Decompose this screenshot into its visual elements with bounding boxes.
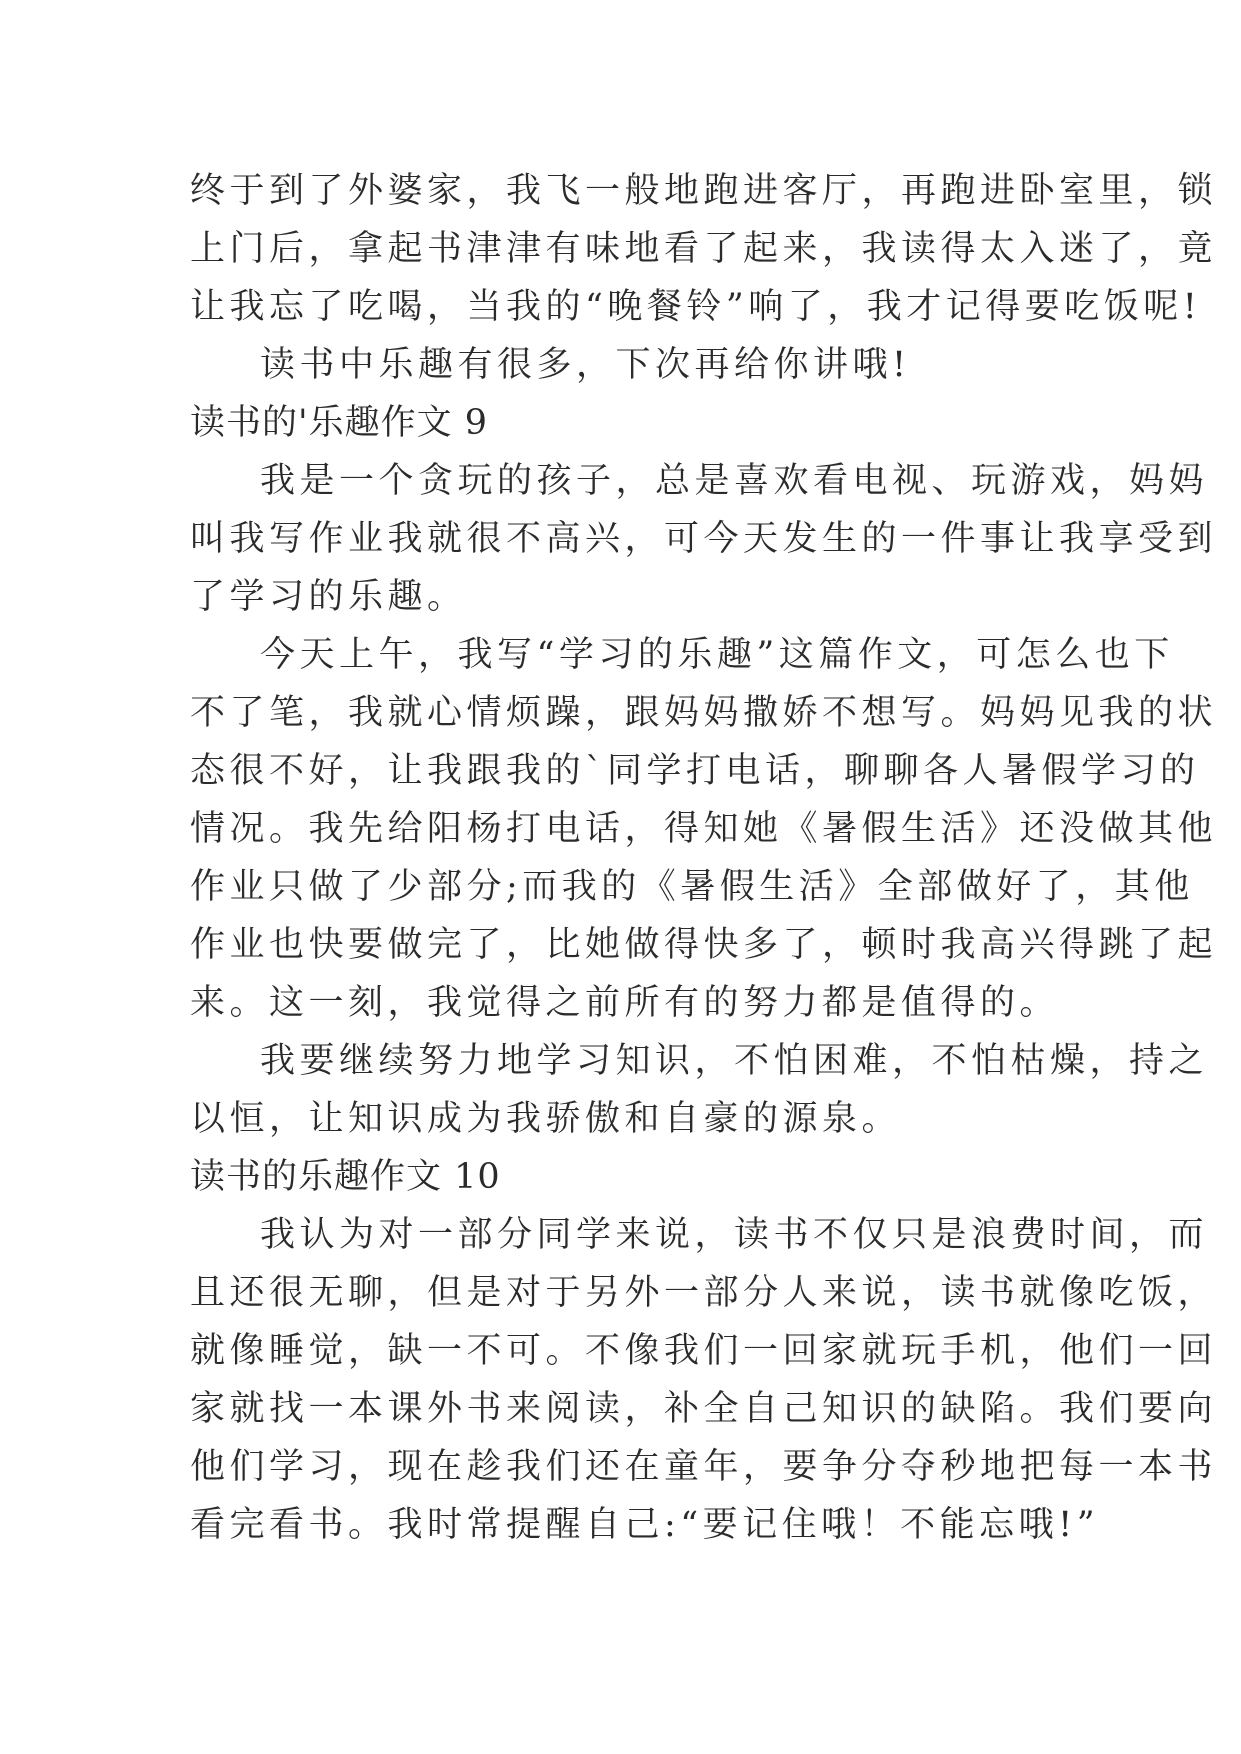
heading-text: 读书的'乐趣作文 9 [190, 403, 489, 443]
text-line: 读书中乐趣有很多，下次再给你讲哦! [260, 345, 911, 385]
text-line: 以恒，让知识成为我骄傲和自豪的源泉。 [190, 1099, 902, 1139]
paragraph [190, 452, 1218, 626]
paragraph [190, 162, 1218, 336]
paragraph [190, 1206, 1218, 1554]
text-line: 作业也快要做完了，比她做得快多了，顿时我高兴得跳了起 [190, 925, 1218, 965]
text-line: 他们学习，现在趁我们还在童年，要争分夺秒地把每一本书 [190, 1447, 1218, 1487]
text-line: 上门后，拿起书津津有味地看了起来，我读得太入迷了，竟 [190, 229, 1218, 269]
text-line: 就像睡觉，缺一不可。不像我们一回家就玩手机，他们一回 [190, 1331, 1218, 1371]
text-line: 态很不好，让我跟我的`同学打电话，聊聊各人暑假学习的 [190, 751, 1200, 791]
text-line: 了学习的乐趣。 [190, 577, 467, 617]
heading-text: 读书的乐趣作文 10 [190, 1157, 501, 1197]
paragraph [190, 626, 1218, 1032]
text-line: 看完看书。我时常提醒自己:“要记住哦！不能忘哦!” [190, 1505, 1100, 1545]
text-line: 叫我写作业我就很不高兴，可今天发生的一件事让我享受到 [190, 519, 1218, 559]
text-line: 我是一个贪玩的孩子，总是喜欢看电视、玩游戏，妈妈 [260, 461, 1209, 501]
text-line: 家就找一本课外书来阅读，补全自己知识的缺陷。我们要向 [190, 1389, 1218, 1429]
text-line: 来。这一刻，我觉得之前所有的努力都是值得的。 [190, 983, 1060, 1023]
essay-heading [190, 1148, 1050, 1206]
text-line: 情况。我先给阳杨打电话，得知她《暑假生活》还没做其他 [190, 809, 1218, 849]
text-line: 今天上午，我写“学习的乐趣”这篇作文，可怎么也下 [260, 635, 1174, 675]
paragraph [190, 1032, 1209, 1148]
text-line: 不了笔，我就心情烦躁，跟妈妈撒娇不想写。妈妈见我的状 [190, 693, 1218, 733]
document-page [190, 162, 1218, 1554]
text-line: 且还很无聊，但是对于另外一部分人来说，读书就像吃饭， [190, 1273, 1218, 1313]
paragraph [190, 336, 1050, 394]
essay-heading [190, 394, 1050, 452]
text-line: 终于到了外婆家，我飞一般地跑进客厅，再跑进卧室里，锁 [190, 171, 1218, 211]
text-line: 我要继续努力地学习知识，不怕困难，不怕枯燥，持之 [260, 1041, 1209, 1081]
text-line: 作业只做了少部分;而我的《暑假生活》全部做好了，其他 [190, 867, 1194, 907]
text-line: 我认为对一部分同学来说，读书不仅只是浪费时间，而 [260, 1215, 1209, 1255]
text-line: 让我忘了吃喝，当我的“晚餐铃”响了，我才记得要吃饭呢! [190, 287, 1202, 327]
